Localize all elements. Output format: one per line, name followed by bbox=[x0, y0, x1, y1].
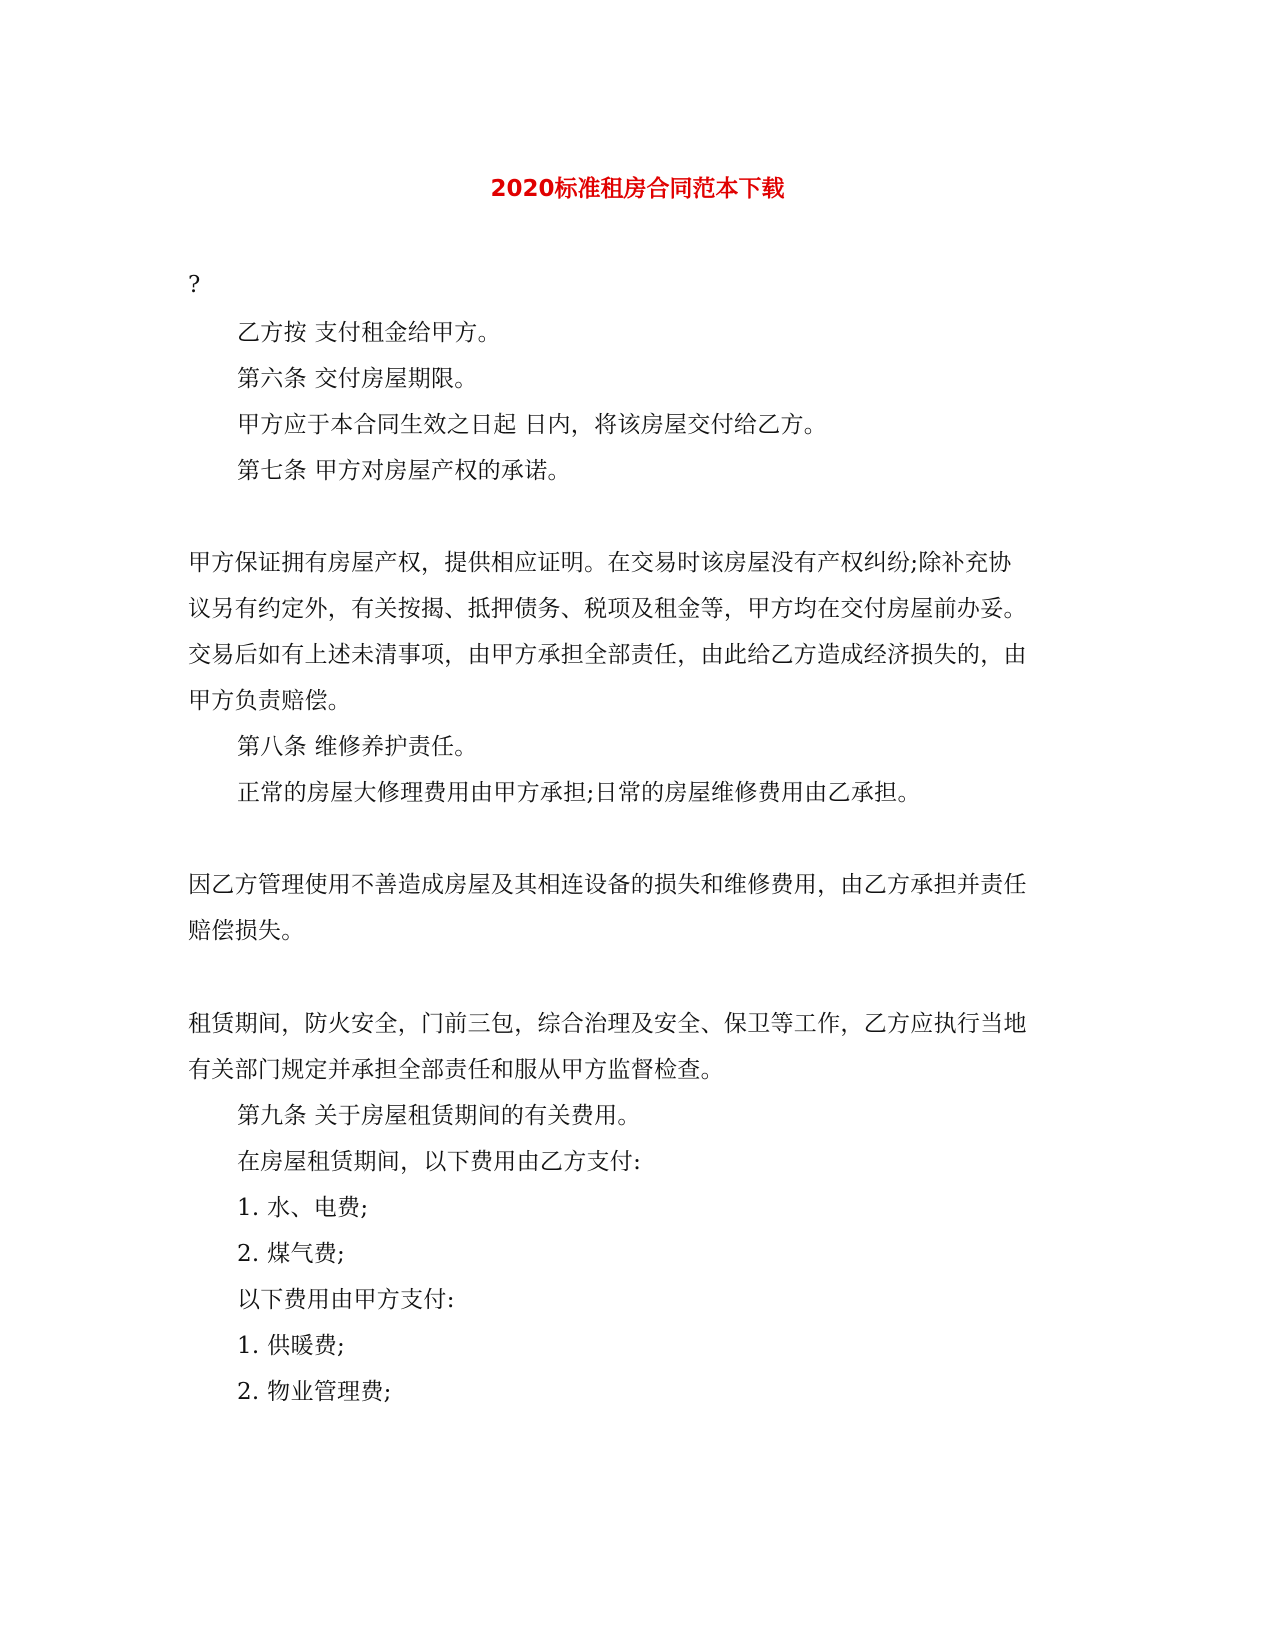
text-line: 乙方按 支付租金给甲方。 bbox=[237, 320, 501, 346]
document-title: 2020标准租房合同范本下载 bbox=[490, 176, 785, 202]
text-line: 1. 供暖费; bbox=[237, 1333, 346, 1359]
text-line: 在房屋租赁期间，以下费用由乙方支付: bbox=[237, 1149, 642, 1175]
text-line: 甲方负责赔偿。 bbox=[188, 688, 352, 714]
text-line: 甲方应于本合同生效之日起 日内，将该房屋交付给乙方。 bbox=[237, 412, 828, 438]
text-line: ? bbox=[188, 272, 201, 298]
text-line: 甲方保证拥有房屋产权，提供相应证明。在交易时该房屋没有产权纠纷;除补充协 bbox=[188, 550, 1012, 576]
text-line: 第六条 交付房屋期限。 bbox=[237, 366, 478, 392]
text-line: 2. 物业管理费; bbox=[237, 1379, 392, 1405]
text-line: 1. 水、电费; bbox=[237, 1195, 369, 1221]
text-line: 第八条 维修养护责任。 bbox=[237, 734, 478, 760]
text-line: 交易后如有上述未清事项，由甲方承担全部责任，由此给乙方造成经济损失的，由 bbox=[188, 642, 1027, 668]
text-line: 议另有约定外，有关按揭、抵押债务、税项及租金等，甲方均在交付房屋前办妥。 bbox=[188, 596, 1027, 622]
text-line: 有关部门规定并承担全部责任和服从甲方监督检查。 bbox=[188, 1057, 724, 1083]
text-line: 租赁期间，防火安全，门前三包，综合治理及安全、保卫等工作，乙方应执行当地 bbox=[188, 1011, 1027, 1037]
text-line: 2. 煤气费; bbox=[237, 1241, 346, 1267]
text-line: 第七条 甲方对房屋产权的承诺。 bbox=[237, 458, 571, 484]
text-line: 第九条 关于房屋租赁期间的有关费用。 bbox=[237, 1103, 641, 1129]
text-line: 以下费用由甲方支付: bbox=[237, 1287, 455, 1313]
text-line: 赔偿损失。 bbox=[188, 918, 305, 944]
text-line: 正常的房屋大修理费用由甲方承担;日常的房屋维修费用由乙承担。 bbox=[237, 780, 921, 806]
text-line: 因乙方管理使用不善造成房屋及其相连设备的损失和维修费用，由乙方承担并责任 bbox=[188, 872, 1027, 898]
